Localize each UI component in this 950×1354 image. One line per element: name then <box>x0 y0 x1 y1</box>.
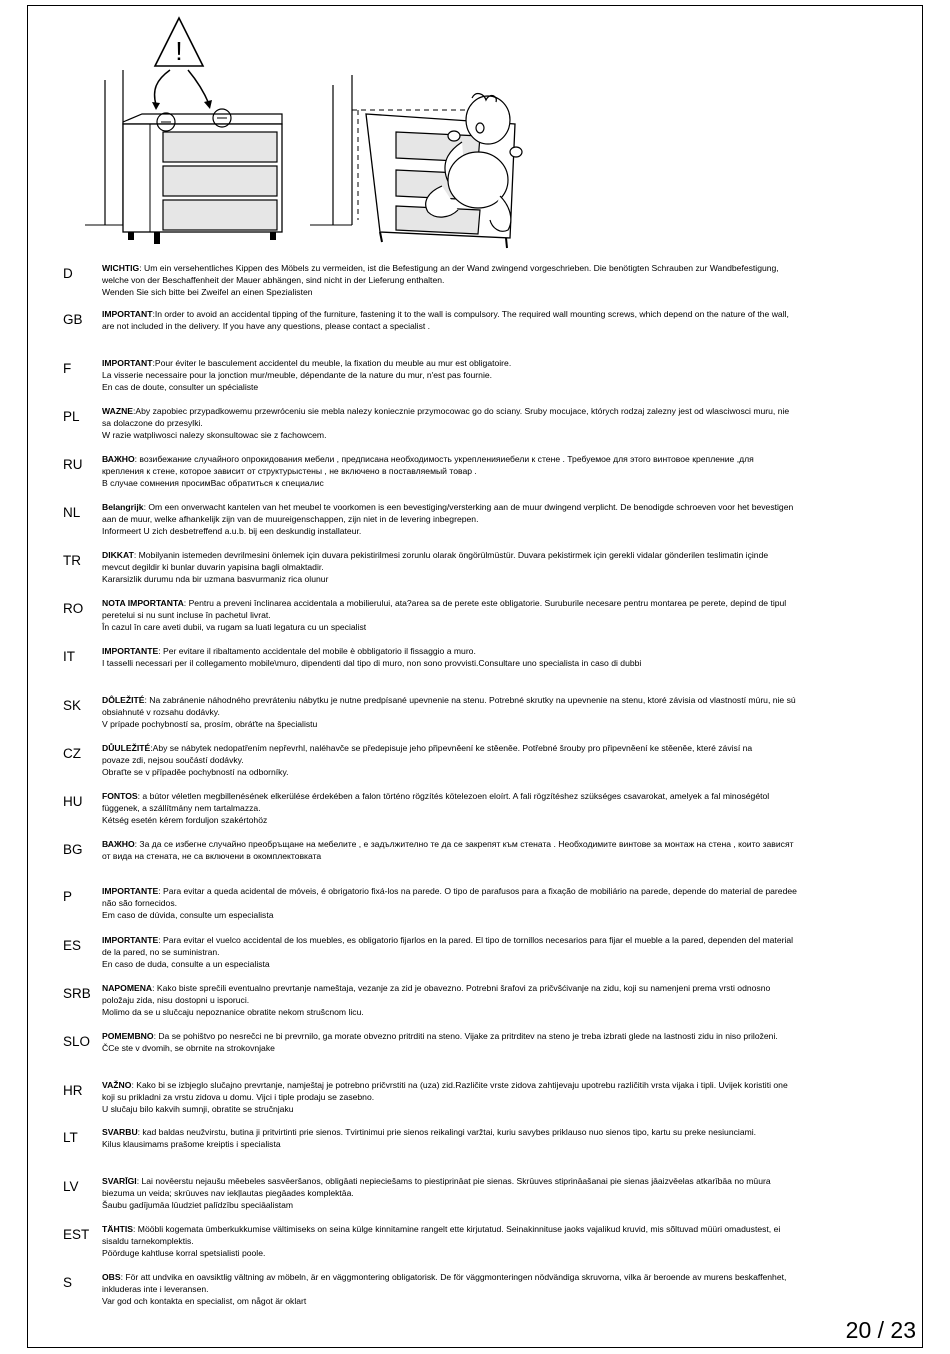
language-code: PL <box>63 409 80 424</box>
language-code: GB <box>63 312 83 327</box>
warning-text: SVARBU: kad baldas neužvirstu, butina ji pritvirtinti prie sienos. Tvirtinimui prie sienos reikalingi varžtai, kuriu savybes priklauso nuo sienos tipo, kartu su preke nesiunciami. Kilus klausimams prašome kreiptis i specialista <box>102 1127 757 1149</box>
language-code: RO <box>63 601 84 616</box>
language-code: CZ <box>63 746 81 761</box>
warning-keyword: VAŽNO <box>102 1080 132 1090</box>
language-code: D <box>63 266 73 281</box>
warning-triangle-icon <box>155 18 203 66</box>
warning-text: DÔLEŽITÉ: Na zabránenie náhodného prevráteniu nábytku je nutne predpísané upevnenie na stenu. Potrebné skrutky na upevnenie na stenu, ktoré závisia od vlastností múru, nie sú obsiahnuté v rozsahu dodávky. V prípade pochybností sa, prosím, obráťte na špecialistu <box>102 695 796 729</box>
warning-keyword: OBS <box>102 1272 121 1282</box>
warning-keyword: IMPORTANTE <box>102 646 159 656</box>
secured-cabinet <box>123 109 282 244</box>
warning-keyword: WICHTIG <box>102 263 140 273</box>
warning-text: Belangrijk: Om een onverwacht kantelen van het meubel te voorkomen is een bevestiging/versterking aan de muur dwingend verplicht. De benodigde schroeven voor het bevestigen aan de muur, welke afhankelijk zijn van de muureigenschappen, zijn niet in de levering inbegrepen. Informeert U zich desbetreffend a.u.b. bij een deskundig installateur. <box>102 502 794 536</box>
language-code: SLO <box>63 1034 91 1049</box>
warning-text: IMPORTANTE: Para evitar a queda acidental de móveis, é obrigatorio fixá-los na parede. O tipo de parafusos para a fixação de mobiliário na parede, depende do material de paredee não são fornecidos. Em caso de dúvida, consulte um especialista <box>102 886 797 920</box>
warning-keyword: TÄHTIS <box>102 1224 134 1234</box>
language-code: F <box>63 361 72 376</box>
language-code: RU <box>63 457 83 472</box>
language-code: P <box>63 889 73 904</box>
warning-keyword: IMPORTANTE <box>102 935 159 945</box>
warning-text: TÄHTIS: Mööbli kogemata ümberkukkumise vältimiseks on seina külge kinnitamine rangelt ette kirjutatud. Seinakinnituse jaoks vajalikud kruvid, mis sõltuvad müüri omadustest, ei sisaldu tarnekomplektis. Pöörduge kahtluse korral spetsialisti poole. <box>102 1224 781 1258</box>
warning-text: IMPORTANT:In order to avoid an accidental tipping of the furniture, fastening it to the wall is compulsory. The required wall mounting screws, which depend on the nature of the wall, are not included in the delivery. If you have any questions, please contact a specialist . <box>102 309 789 331</box>
language-code: HR <box>63 1083 83 1098</box>
language-code: LV <box>63 1179 79 1194</box>
warning-keyword: FONTOS <box>102 791 138 801</box>
warning-keyword: SVARBU <box>102 1127 138 1137</box>
warning-keyword: DŮULEŽITÉ <box>102 743 151 753</box>
language-code: EST <box>63 1227 90 1242</box>
warning-entries <box>0 262 950 1312</box>
warning-keyword: DIKKAT <box>102 550 134 560</box>
warning-text: IMPORTANT:Pour éviter le basculement accidentel du meuble, la fixation du meuble au mur est obligatoire. La visserie necessaire pour la jonction mur/meuble, dépendante de la nature du mur, n'est pas fournie. En cas de doute, consulter un spécialiste <box>102 358 512 392</box>
warning-text: WICHTIG: Um ein versehentliches Kippen des Möbels zu vermeiden, ist die Befestigung an der Wand zwingend vorgeschrieben. Die benötigten Schrauben zur Wandbefestigung, welche von der Beschaffenheit der Mauer abhängen, sind nicht in der Lieferung enthalten. Wenden Sie sich bitte bei Zweifel an einen Spezialisten <box>102 263 779 297</box>
language-code: BG <box>63 842 83 857</box>
language-code: NL <box>63 505 81 520</box>
language-code: S <box>63 1275 73 1290</box>
warning-text: IMPORTANTE: Per evitare il ribaltamento accidentale del mobile è obbligatorio il fissaggio a muro. I tasselli necessari per il collegamento mobile\muro, dipendenti dal tipo di muro, non sono provvisti.Consultare uno specialista in caso di dubbi <box>102 646 642 668</box>
warning-keyword: SVARĪGI <box>102 1176 137 1186</box>
warning-text: DIKKAT: Mobilyanin istemeden devrilmesini önlemek için duvara pekistirilmesi zorunlu olarak öngörülmüstür. Duvara pekistirmek için gerekli vidalar gönderilen teslimatin içinde mevcut degildir ki bunlar duvarin yapisina bagli olmaktadir. Kararsizlik durumu nda bir uzmana basvurmaniz rica olunur <box>102 550 769 584</box>
warning-keyword: IMPORTANT <box>102 358 153 368</box>
arrow-right-icon <box>188 70 209 104</box>
wall-fixing-illustration <box>70 10 540 260</box>
warning-text: ВАЖНО: За да се избегне случайно преобръщане на мебелите , е задължително те да се закрепят към стената . Необходимите винтове за монтаж на стена , които зависят от вида на стената, не са включени в окомплектовката <box>102 839 794 861</box>
page-number: 20 / 23 <box>845 1317 916 1343</box>
arrow-left-icon <box>155 70 170 105</box>
warning-text: POMEMBNO: Da se pohištvo po nesrečci ne bi prevrnilo, ga morate obvezno pritrditi na steno. Vijake za pritrditev na steno je treba izbrati glede na lastnosti zidu in niso priloženi. ČCe ste v dvomih, se obrnite na strokovnjake <box>102 1031 778 1053</box>
warning-text: SVARĪGI: Lai novēerstu nejaušu mēebeles sasvēeršanos, obligāati nepieciešams to piestiprināat pie sienas. Skrūuves stiprināašanai pie sienas jāaizvēelas atkarībāa no mūura biezuma un veida; skrūuves nav iekļlautas piegāades komplektāa. Šaubu gadījumāa lūudziet palīdzību speciāalistam <box>102 1176 771 1210</box>
warning-keyword: NAPOMENA <box>102 983 153 993</box>
warning-text: FONTOS: a bútor véletlen megbillenésének elkerülése érdekében a falon történo rögzítés kötelezoen eloírt. A fali rögzítéshez szükséges csavarokat, amelyek a fal minoségétol függenek, a szállítmány nem tartalmazza. Kétség esetén kérem forduljon szakértohöz <box>102 791 770 825</box>
warning-text: NOTA IMPORTANTA: Pentru a preveni înclinarea accidentala a mobilierului, ata?area sa de perete este obligatorie. Suruburile necesare pentru montarea pe perete, depind de tipul peretelui si nu sunt incluse în pachetul livrat. În cazul în care aveti dubii, va rugam sa luati legatura cu un specialist <box>102 598 787 632</box>
warning-text: DŮULEŽITÉ:Aby se nábytek nedopatřením nepřevrhl, naléhavče se předepisuje jeho připevněení ke stěeněe. Potřebné šrouby pro připevněení ke stěeněe, které závisí na povaze zdi, nejsou součástí dodávky. Obraťte se v případěe pochybností na odborníky. <box>102 743 753 777</box>
warning-symbol: ! <box>175 36 183 66</box>
language-code: TR <box>63 553 81 568</box>
warning-keyword: POMEMBNO <box>102 1031 154 1041</box>
warning-keyword: WAZNE <box>102 406 134 416</box>
language-code: IT <box>63 649 75 664</box>
warning-text: ВАЖНО: возибежание случайного опрокидования мебели , предписана необходимость укрепленияиебели к стене . Требуемое для этого винтовое крепление ,для крепления к стене, которое зависит от структурыстены , не включено в поставляемый товар . В случае сомнения просимВас обратиться к специалис <box>102 454 754 488</box>
warning-keyword: IMPORTANT <box>102 309 153 319</box>
warning-text: OBS: För att undvika en oavsiktlig vältning av möbeln, är en väggmontering obligatorisk. De för väggmonteringen nödvändiga skruvorna, vilka är beroende av murens beskaffenhet, inkluderas inte i leveransen. Var god och kontakta en specialist, om något är oklart <box>102 1272 787 1306</box>
warning-text: WAZNE:Aby zapobiec przypadkowemu przewróceniu sie mebla nalezy koniecznie przymocowac go do sciany. Sruby mocujace, których rodzaj zalezny jest od wlasciwosci muru, nie sa dolaczone do przesylki. W razie watpliwosci nalezy skonsultowac sie z fachowcem. <box>102 406 790 440</box>
warning-keyword: NOTA IMPORTANTA <box>102 598 184 608</box>
warning-keyword: ВАЖНО <box>102 454 135 464</box>
warning-text: VAŽNO: Kako bi se izbjeglo slučajno prevrtanje, namještaj je potrebno pričvrstiti na (uza) zid.Različite vrste zidova zahtijevaju upotrebu različitih vrsta vijaka i tipli. Uvijek koristiti one koji su prikladni za vrstu zidova u domu. Vijci i tiple prodaju se zasebno. U slučaju bilo kakvih sumnji, obratite se stručnjaku <box>102 1080 788 1114</box>
language-code: LT <box>63 1130 78 1145</box>
warning-text: IMPORTANTE: Para evitar el vuelco accidental de los muebles, es obligatorio fijarlos en la pared. El tipo de tornillos necesarios para fijar el mueble a la pared, dependen del material de la pared, no se suministran. En caso de duda, consulte a un especialista <box>102 935 794 969</box>
warning-keyword: DÔLEŽITÉ <box>102 695 145 705</box>
language-code: SK <box>63 698 82 713</box>
warning-keyword: Belangrijk <box>102 502 144 512</box>
warning-keyword: ВАЖНО <box>102 839 135 849</box>
warning-keyword: IMPORTANTE <box>102 886 159 896</box>
language-code: SRB <box>63 986 91 1001</box>
language-code: HU <box>63 794 83 809</box>
language-code: ES <box>63 938 82 953</box>
warning-text: NAPOMENA: Kako biste sprečili eventualno prevrtanje nameštaja, vezanje za zid je obavezno. Potrebni šrafovi za pričvšćivanje na zidu, koji su namenjeni prema vrsti odnosno položaju zida, nisu dostopni u isporuci. Molimo da se u slučcaju nepoznanice obratite nekom strušcnom licu. <box>102 983 771 1017</box>
